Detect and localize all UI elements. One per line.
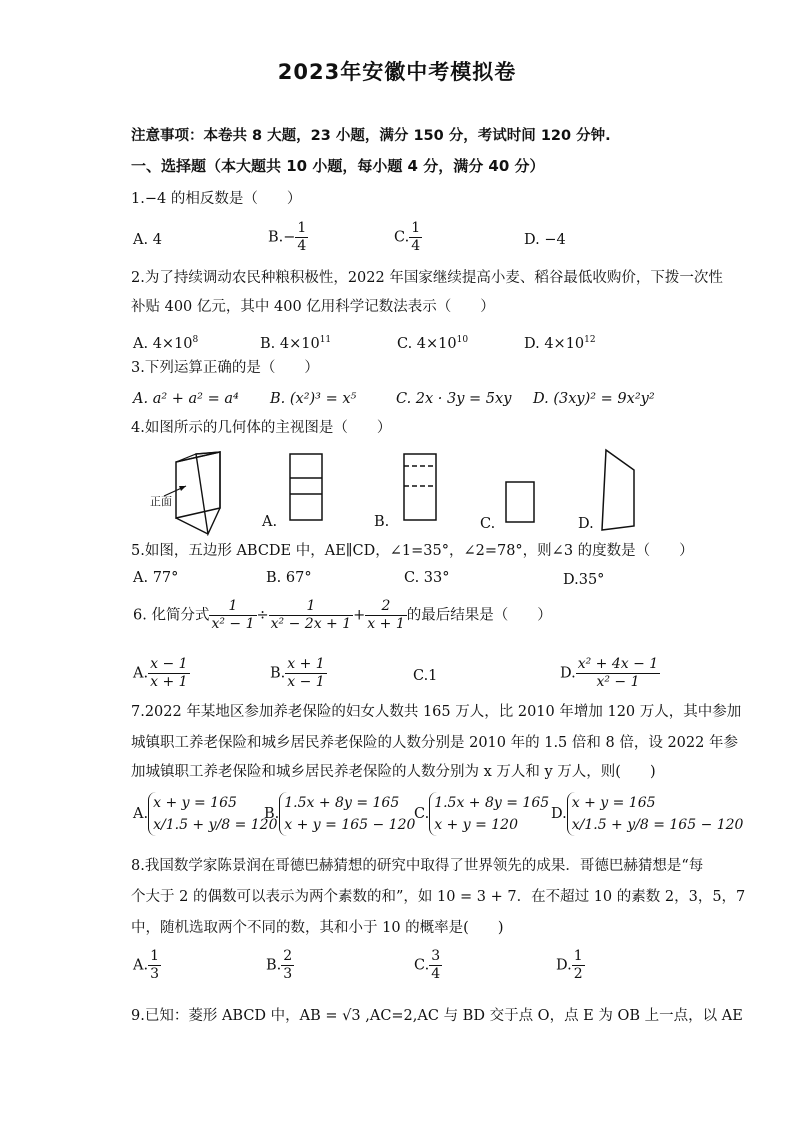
- q5-option-a: A. 77°: [133, 570, 179, 586]
- q2-line-2: 补贴 400 亿元，其中 400 亿用科学记数法表示（ ）: [131, 299, 495, 315]
- q4-option-d: D.: [578, 516, 594, 532]
- q6-option-d: D. $\frac{\text{x² + 4x − 1}}{\text{x² − 1}}$: [560, 656, 659, 690]
- q4-option-c-figure: [504, 480, 536, 524]
- q7-line-3: 加城镇职工养老保险和城乡居民养老保险的人数分别为 x 万人和 y 万人，则( ): [131, 764, 656, 780]
- q3-option-a: A. a² + a² = a⁴: [133, 391, 239, 407]
- q8-line-2: 个大于 2 的偶数可以表示为两个素数的和”，如 10 = 3 + 7．在不超过 10 的素数 2，3，5，7: [131, 889, 746, 905]
- q4-option-c: C.: [480, 516, 496, 532]
- q4-front-label: 正面: [150, 495, 172, 508]
- q2-option-a: A. $4\times 10^8$: [133, 335, 199, 352]
- q1-option-b: B.− $\frac{1}{4}$: [268, 220, 307, 254]
- q8-option-c: C. $\frac{3}{4}$: [414, 948, 441, 982]
- q3-option-d: D. (3xy)² = 9x²y²: [533, 391, 655, 407]
- notice-text: 注意事项：本卷共 8 大题，23 小题，满分 150 分，考试时间 120 分钟.: [131, 128, 611, 144]
- q1-stem: 1.−4 的相反数是（ ）: [131, 191, 302, 207]
- q7-option-b: B. 1.5x + 8y = 165 x + y = 165 − 120: [264, 792, 415, 836]
- q7-line-1: 7.2022 年某地区参加养老保险的妇女人数共 165 万人，比 2010 年增加 120 万人，其中参加: [131, 704, 742, 720]
- q1-option-a: A. 4: [133, 232, 162, 248]
- q3-option-b: B. (x²)³ = x⁵: [270, 391, 357, 407]
- q6-option-a: A. $\frac{x - 1}{x + 1}$: [133, 656, 188, 690]
- q5-option-b: B. 67°: [266, 570, 312, 586]
- q7-line-2: 城镇职工养老保险和城乡居民养老保险的人数分别是 2010 年的 1.5 倍和 8 倍，设 2022 年参: [131, 735, 738, 751]
- q7-option-c: C. 1.5x + 8y = 165 x + y = 120: [414, 792, 549, 836]
- q8-line-3: 中，随机选取两个不同的数，其和小于 10 的概率是( ): [131, 920, 504, 936]
- q2-line-1: 2.为了持续调动农民种粮积极性，2022 年国家继续提高小麦、稻谷最低收购价，下拨一次性: [131, 270, 723, 286]
- q5-stem: 5.如图，五边形 ABCDE 中，AE∥CD，∠1=35°，∠2=78°，则∠3 的度数是（ ）: [131, 543, 694, 559]
- q2-option-c: C. $4\times 10^{10}$: [397, 335, 469, 352]
- q4-option-a-figure: [288, 452, 324, 522]
- q3-option-c: C. 2x · 3y = 5xy: [396, 391, 512, 407]
- q1-option-c: C. $\frac{1}{4}$: [394, 220, 421, 254]
- q9-line-1: 9.已知：菱形 ABCD 中，AB = √3 ,AC=2,AC 与 BD 交于点 O，点 E 为 OB 上一点，以 AE: [131, 1008, 743, 1024]
- q4-option-d-figure: [598, 446, 638, 532]
- q4-stem: 4.如图所示的几何体的主视图是（ ）: [131, 420, 392, 436]
- q5-option-c: C. 33°: [404, 570, 450, 586]
- q4-option-a: A.: [262, 514, 278, 530]
- q8-option-b: B. $\frac{2}{3}$: [266, 948, 293, 982]
- q8-option-d: D. $\frac{1}{2}$: [556, 948, 583, 982]
- q4-option-b: B.: [374, 514, 390, 530]
- q4-solid-figure: [148, 446, 238, 536]
- q6-option-b: B. $\frac{x + 1}{x - 1}$: [270, 656, 325, 690]
- q7-option-a: A. x + y = 165 x/1.5 + y/8 = 120: [133, 792, 278, 836]
- q6-stem: 6. 化简分式 $\frac{1}{\text{x² − 1}}$ ÷ $\frac{1}{\text{x² − 2x + 1}}$ + $\frac{2}{x + 1}$ 的最后结果是（ ）: [133, 598, 552, 632]
- q2-option-b: B. $4\times 10^{11}$: [260, 335, 332, 352]
- q6-option-c: C.1: [413, 668, 438, 684]
- section-heading: 一、选择题（本大题共 10 小题，每小题 4 分，满分 40 分）: [131, 157, 545, 175]
- exam-title: 2023年安徽中考模拟卷: [277, 60, 517, 84]
- q8-line-1: 8.我国数学家陈景润在哥德巴赫猜想的研究中取得了世界领先的成果．哥德巴赫猜想是“每: [131, 858, 704, 874]
- q8-option-a: A. $\frac{1}{3}$: [133, 948, 160, 982]
- q7-option-d: D. x + y = 165 x/1.5 + y/8 = 165 − 120: [551, 792, 743, 836]
- q1-option-d: D. −4: [524, 232, 566, 248]
- q5-option-d: D.35°: [563, 572, 605, 588]
- q2-option-d: D. $4\times 10^{12}$: [524, 335, 596, 352]
- q4-option-b-figure: [402, 452, 438, 522]
- q3-stem: 3.下列运算正确的是（ ）: [131, 360, 319, 376]
